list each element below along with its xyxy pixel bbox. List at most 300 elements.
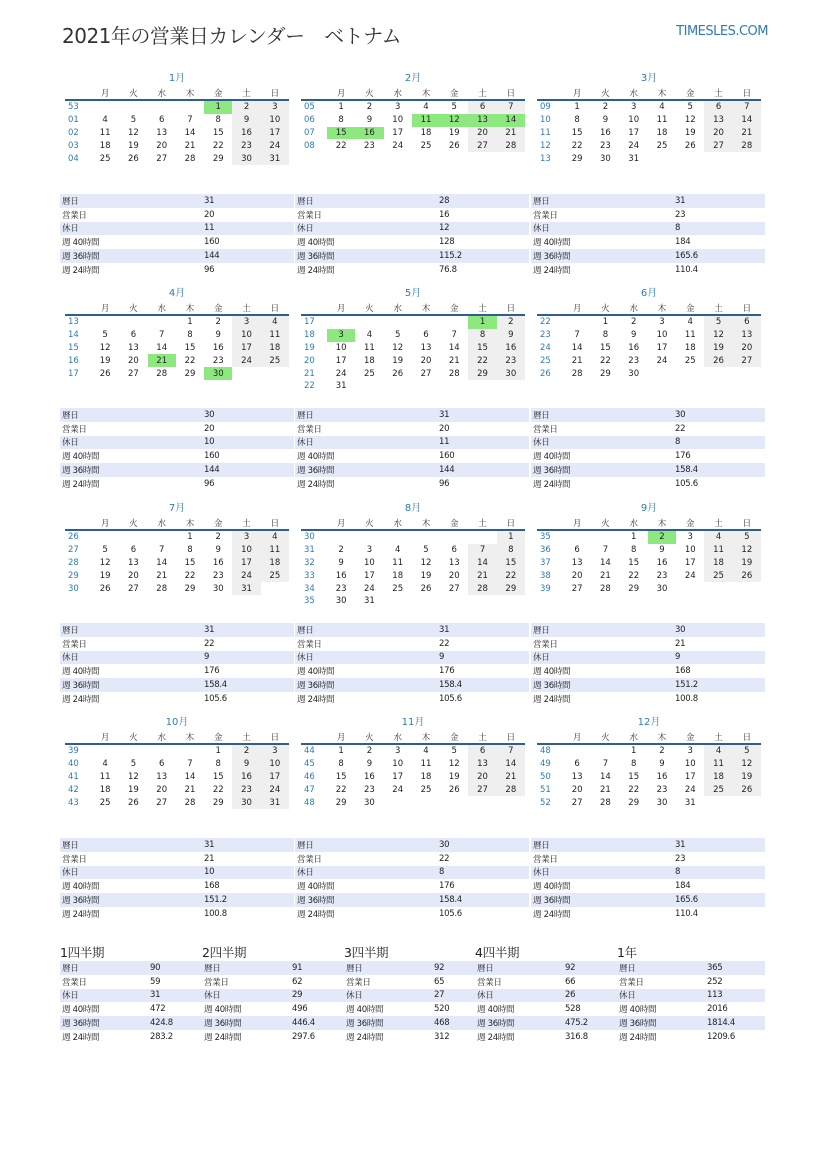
week-number-header xyxy=(301,86,327,100)
stat-value: 160 xyxy=(439,451,455,462)
stat-value: 1209.6 xyxy=(707,1031,735,1042)
day-cell: 10 xyxy=(684,759,696,770)
month-stats xyxy=(531,408,765,491)
weekday-header: 水 xyxy=(148,730,176,744)
stat-label: 暦日 xyxy=(475,961,563,975)
week-number: 53 xyxy=(68,102,79,113)
day-cell: 23 xyxy=(232,783,260,796)
empty-day-cell xyxy=(591,530,619,544)
day-cell: 28 xyxy=(733,139,761,152)
stat-row xyxy=(531,664,765,678)
stat-label: 暦日 xyxy=(531,408,673,422)
month-calendar xyxy=(537,72,761,165)
day-cell: 5 xyxy=(687,102,693,113)
weekday-header-row xyxy=(537,516,761,530)
day-cell: 22 xyxy=(497,569,525,582)
empty-day-cell xyxy=(384,595,412,608)
stat-row xyxy=(295,907,529,921)
day-cell: 1 xyxy=(630,746,637,757)
weekday-header: 木 xyxy=(412,730,440,744)
day-cell: 13 xyxy=(468,114,496,127)
month-calendar xyxy=(301,502,525,608)
day-cell: 15 xyxy=(571,127,583,138)
week-number: 11 xyxy=(540,127,551,138)
stat-label: 週 40時間 xyxy=(62,452,100,463)
week-number: 26 xyxy=(68,532,79,543)
week-number-header xyxy=(65,516,91,530)
day-cell: 20 xyxy=(468,771,496,784)
day-cell: 16 xyxy=(497,342,525,355)
day-cell: 2 xyxy=(338,545,344,556)
stat-row xyxy=(475,1030,623,1044)
day-cell: 8 xyxy=(497,544,525,557)
day-cell: 8 xyxy=(574,115,580,126)
weekday-header: 木 xyxy=(412,516,440,530)
day-cell: 2 xyxy=(232,744,260,758)
empty-day-cell xyxy=(648,367,676,380)
stat-value: 12 xyxy=(437,222,529,236)
empty-day-cell xyxy=(91,315,119,329)
empty-day-cell xyxy=(412,595,440,608)
week-number: 34 xyxy=(304,583,315,594)
week-number: 38 xyxy=(540,570,551,581)
day-cell: 29 xyxy=(571,153,583,164)
stat-row xyxy=(531,879,765,893)
empty-day-cell xyxy=(412,315,440,329)
weekday-header: 土 xyxy=(704,730,732,744)
month-stats xyxy=(60,194,294,277)
stat-value: 9 xyxy=(673,651,765,665)
stat-row xyxy=(60,222,294,236)
stat-row xyxy=(295,194,529,208)
stat-label: 休日 xyxy=(295,222,437,236)
week-number: 18 xyxy=(304,330,315,341)
month-stats xyxy=(60,623,294,706)
day-cell: 15 xyxy=(184,557,196,568)
day-cell: 19 xyxy=(128,784,139,795)
day-cell: 7 xyxy=(451,330,457,341)
stat-value: 110.4 xyxy=(675,264,698,275)
day-cell: 14 xyxy=(571,342,583,353)
day-cell: 28 xyxy=(497,783,525,796)
day-cell: 9 xyxy=(215,330,221,341)
day-cell: 17 xyxy=(392,127,404,138)
weekday-header: 火 xyxy=(119,301,147,315)
stat-label: 休日 xyxy=(295,866,437,880)
stat-label: 休日 xyxy=(617,989,705,1003)
stat-row xyxy=(60,449,294,463)
stat-label: 休日 xyxy=(475,989,563,1003)
day-cell: 29 xyxy=(628,797,640,808)
stat-row xyxy=(60,1002,208,1016)
stat-row xyxy=(475,961,623,975)
stat-row xyxy=(295,838,529,852)
day-cell: 15 xyxy=(184,342,196,353)
stat-value: 252 xyxy=(707,976,723,987)
stat-row xyxy=(60,838,294,852)
stat-value: 21 xyxy=(675,638,686,649)
page-title: 2021年の営業日カレンダー ベトナム xyxy=(62,24,402,48)
stat-label: 暦日 xyxy=(295,408,437,422)
stat-value: 20 xyxy=(439,423,450,434)
week-number: 17 xyxy=(304,317,315,328)
day-cell: 16 xyxy=(355,127,383,140)
day-cell: 21 xyxy=(468,569,496,582)
stat-label: 週 36時間 xyxy=(531,678,673,692)
weekday-header: 木 xyxy=(176,516,204,530)
week-row xyxy=(301,783,525,796)
month-calendar xyxy=(65,502,289,595)
day-cell: 6 xyxy=(574,545,580,556)
stat-label: 週 24時間 xyxy=(297,694,335,705)
week-row xyxy=(301,354,525,367)
day-cell: 13 xyxy=(156,771,168,782)
day-cell: 12 xyxy=(440,114,468,127)
day-cell: 16 xyxy=(232,771,260,784)
stat-label: 週 24時間 xyxy=(62,479,100,490)
stat-label: 週 24時間 xyxy=(297,479,335,490)
weekday-header: 土 xyxy=(468,516,496,530)
day-cell: 15 xyxy=(212,771,224,782)
day-cell: 10 xyxy=(232,544,260,557)
stat-label: 週 36時間 xyxy=(295,893,437,907)
stat-label: 週 40時間 xyxy=(62,1005,100,1016)
week-number: 06 xyxy=(304,115,315,126)
weekday-header: 土 xyxy=(232,86,260,100)
stat-row xyxy=(531,907,765,921)
day-cell: 24 xyxy=(684,570,696,581)
week-number: 27 xyxy=(68,545,79,556)
weekday-header: 木 xyxy=(412,301,440,315)
summary-block xyxy=(617,944,765,1044)
day-cell: 20 xyxy=(468,127,496,140)
empty-day-cell xyxy=(261,367,289,380)
day-cell: 14 xyxy=(156,557,168,568)
week-number: 48 xyxy=(304,797,315,808)
weekday-header: 木 xyxy=(648,730,676,744)
stat-row xyxy=(60,249,294,263)
stat-value: 176 xyxy=(675,451,691,462)
day-cell: 23 xyxy=(628,355,640,366)
stat-label: 週 24時間 xyxy=(533,265,571,276)
week-row xyxy=(537,544,761,557)
month-name: 6月 xyxy=(640,288,658,299)
stat-label: 暦日 xyxy=(531,838,673,852)
stat-label: 営業日 xyxy=(297,854,322,865)
empty-day-cell xyxy=(148,315,176,329)
day-cell: 21 xyxy=(497,127,525,140)
stat-value: 105.6 xyxy=(439,908,462,919)
stat-value: 31 xyxy=(202,194,294,208)
empty-day-cell xyxy=(119,530,147,544)
weekday-header: 日 xyxy=(261,301,289,315)
day-cell: 22 xyxy=(212,140,224,151)
stat-row xyxy=(295,879,529,893)
stat-value: 472 xyxy=(150,1004,166,1015)
day-cell: 9 xyxy=(366,115,373,126)
day-cell: 27 xyxy=(420,368,432,379)
day-cell: 31 xyxy=(335,381,347,392)
day-cell: 20 xyxy=(128,570,139,581)
day-cell: 16 xyxy=(335,570,347,581)
empty-day-cell xyxy=(497,595,525,608)
weekday-header: 金 xyxy=(440,516,468,530)
empty-day-cell xyxy=(384,530,412,544)
month-grid xyxy=(537,301,761,380)
day-cell: 6 xyxy=(451,545,457,556)
week-row xyxy=(65,783,289,796)
stat-label: 週 40時間 xyxy=(533,667,571,678)
day-cell: 19 xyxy=(392,355,404,366)
day-cell: 27 xyxy=(571,583,583,594)
week-number: 35 xyxy=(540,532,551,543)
day-cell: 25 xyxy=(392,583,404,594)
weekday-header: 月 xyxy=(327,730,355,744)
week-number: 44 xyxy=(304,746,315,757)
empty-day-cell xyxy=(91,530,119,544)
weekday-header: 日 xyxy=(497,86,525,100)
summary-title: 3四半期 xyxy=(344,945,389,960)
stat-value: 20 xyxy=(204,423,215,434)
stat-value: 26 xyxy=(563,989,623,1003)
day-cell: 22 xyxy=(600,355,611,366)
stat-label: 週 24時間 xyxy=(533,909,571,920)
day-cell: 29 xyxy=(497,582,525,595)
brand-link[interactable]: TIMESLES.COM xyxy=(676,24,768,39)
empty-day-cell xyxy=(232,367,260,380)
empty-day-cell xyxy=(440,595,468,608)
stat-label: 週 36時間 xyxy=(60,463,202,477)
week-number-header xyxy=(537,516,563,530)
summary-block xyxy=(475,944,623,1044)
weekday-header: 金 xyxy=(440,730,468,744)
stat-label: 休日 xyxy=(295,651,437,665)
day-cell: 13 xyxy=(571,557,583,568)
day-cell: 6 xyxy=(704,100,732,114)
week-row xyxy=(537,530,761,544)
day-cell: 29 xyxy=(184,583,196,594)
week-row xyxy=(537,354,761,367)
day-cell: 1 xyxy=(468,315,496,329)
day-cell: 17 xyxy=(684,557,696,568)
stat-value: 31 xyxy=(202,623,294,637)
day-cell: 24 xyxy=(261,139,289,152)
day-cell: 21 xyxy=(156,570,168,581)
stat-label: 営業日 xyxy=(533,424,558,435)
stat-value: 59 xyxy=(150,976,161,987)
week-row xyxy=(537,796,761,809)
stat-value: 165.6 xyxy=(673,249,765,263)
stat-row xyxy=(60,678,294,692)
stat-row xyxy=(60,235,294,249)
day-cell: 7 xyxy=(468,544,496,557)
stat-row xyxy=(295,263,529,277)
week-row xyxy=(65,544,289,557)
stat-value: 10 xyxy=(202,866,294,880)
stat-label: 暦日 xyxy=(295,623,437,637)
weekday-header: 日 xyxy=(261,730,289,744)
stat-value: 96 xyxy=(204,264,215,275)
week-number: 09 xyxy=(540,102,551,113)
stat-value: 96 xyxy=(204,478,215,489)
stat-value: 20 xyxy=(204,209,215,220)
stat-value: 158.4 xyxy=(437,678,529,692)
week-row xyxy=(65,530,289,544)
day-cell: 9 xyxy=(659,545,665,556)
day-cell: 30 xyxy=(232,152,260,165)
stat-label: 休日 xyxy=(531,866,673,880)
day-cell: 21 xyxy=(600,570,611,581)
day-cell: 15 xyxy=(468,342,496,355)
day-cell: 21 xyxy=(571,355,583,366)
day-cell: 1 xyxy=(338,746,344,757)
day-cell: 13 xyxy=(571,771,583,782)
stat-value: 496 xyxy=(292,1004,308,1015)
weekday-header: 月 xyxy=(563,516,591,530)
day-cell: 21 xyxy=(497,771,525,784)
day-cell: 22 xyxy=(468,354,496,367)
weekday-header: 火 xyxy=(591,86,619,100)
month-calendar xyxy=(537,287,761,380)
day-cell: 31 xyxy=(261,152,289,165)
empty-day-cell xyxy=(412,380,440,393)
empty-day-cell xyxy=(176,744,204,758)
week-number: 49 xyxy=(540,759,551,770)
day-cell: 2 xyxy=(366,102,373,113)
stat-row xyxy=(202,961,350,975)
stat-label: 営業日 xyxy=(619,977,644,988)
day-cell: 15 xyxy=(212,127,224,138)
stat-label: 休日 xyxy=(60,436,202,450)
week-number: 46 xyxy=(304,771,315,782)
day-cell: 1 xyxy=(215,746,221,757)
day-cell: 22 xyxy=(628,784,640,795)
stat-row xyxy=(295,436,529,450)
stat-label: 週 24時間 xyxy=(533,694,571,705)
weekday-header: 火 xyxy=(355,301,383,315)
day-cell: 7 xyxy=(602,545,609,556)
day-cell: 4 xyxy=(704,744,732,758)
summary-block xyxy=(344,944,492,1044)
day-cell: 12 xyxy=(420,557,432,568)
stat-value: 316.8 xyxy=(565,1031,588,1042)
stat-label: 営業日 xyxy=(62,639,87,650)
stat-label: 週 36時間 xyxy=(295,678,437,692)
day-cell: 26 xyxy=(733,569,761,582)
week-row xyxy=(537,315,761,329)
weekday-header: 月 xyxy=(327,301,355,315)
day-cell: 25 xyxy=(261,569,289,582)
stat-value: 23 xyxy=(675,209,686,220)
week-row xyxy=(301,139,525,152)
stat-value: 168 xyxy=(204,881,220,892)
stat-label: 週 36時間 xyxy=(60,1016,148,1030)
day-cell: 4 xyxy=(423,102,429,113)
day-cell: 9 xyxy=(338,557,344,568)
day-cell: 18 xyxy=(704,771,732,784)
day-cell: 23 xyxy=(497,354,525,367)
day-cell: 26 xyxy=(99,368,111,379)
stat-row xyxy=(344,989,492,1003)
day-cell: 3 xyxy=(659,317,665,328)
stat-value: 113 xyxy=(705,989,765,1003)
stat-label: 営業日 xyxy=(204,977,229,988)
summary-title: 2四半期 xyxy=(202,945,247,960)
month-calendar xyxy=(537,716,761,809)
week-number: 22 xyxy=(540,317,551,328)
week-number: 35 xyxy=(304,596,315,607)
day-cell: 16 xyxy=(656,771,668,782)
month-stats xyxy=(295,623,529,706)
week-number: 03 xyxy=(68,140,79,151)
stat-label: 週 24時間 xyxy=(62,694,100,705)
day-cell: 11 xyxy=(704,544,732,557)
day-cell: 17 xyxy=(628,127,640,138)
stat-row xyxy=(60,651,294,665)
stat-label: 週 40時間 xyxy=(297,238,335,249)
weekday-header: 土 xyxy=(468,730,496,744)
day-cell: 19 xyxy=(448,127,460,138)
day-cell: 17 xyxy=(261,127,289,140)
weekday-header: 水 xyxy=(148,86,176,100)
week-row xyxy=(537,744,761,758)
day-cell: 24 xyxy=(335,368,347,379)
day-cell: 23 xyxy=(656,784,668,795)
stat-label: 週 36時間 xyxy=(295,463,437,477)
weekday-header: 水 xyxy=(384,730,412,744)
month-name: 8月 xyxy=(404,503,422,514)
week-number: 01 xyxy=(68,115,79,126)
stat-row xyxy=(344,1002,492,1016)
day-cell: 27 xyxy=(468,139,496,152)
day-cell: 30 xyxy=(628,368,640,379)
stat-row xyxy=(531,194,765,208)
empty-day-cell xyxy=(412,530,440,544)
week-row xyxy=(537,557,761,570)
empty-day-cell xyxy=(563,530,591,544)
day-cell: 10 xyxy=(232,329,260,342)
summary-table xyxy=(475,961,623,1044)
stat-value: 158.4 xyxy=(673,463,765,477)
stat-label: 週 24時間 xyxy=(619,1032,657,1043)
week-number: 32 xyxy=(304,557,315,568)
day-cell: 2 xyxy=(648,530,676,544)
stat-value: 91 xyxy=(290,961,350,975)
stat-value: 31 xyxy=(673,194,765,208)
weekday-header: 木 xyxy=(176,730,204,744)
day-cell: 3 xyxy=(687,746,693,757)
day-cell: 4 xyxy=(704,530,732,544)
day-cell: 30 xyxy=(364,797,375,808)
week-number: 26 xyxy=(540,368,551,379)
weekday-header-row xyxy=(65,730,289,744)
stat-row xyxy=(202,975,350,989)
stat-label: 休日 xyxy=(295,436,437,450)
day-cell: 11 xyxy=(420,759,432,770)
week-number: 30 xyxy=(304,532,315,543)
day-cell: 26 xyxy=(420,583,432,594)
stat-value: 96 xyxy=(439,478,450,489)
stat-row xyxy=(531,463,765,477)
day-cell: 14 xyxy=(600,557,611,568)
stat-label: 週 40時間 xyxy=(533,882,571,893)
day-cell: 22 xyxy=(184,570,196,581)
stat-row xyxy=(617,1030,765,1044)
day-cell: 12 xyxy=(128,771,139,782)
weekday-header: 水 xyxy=(384,301,412,315)
week-number-header xyxy=(537,86,563,100)
stat-value: 65 xyxy=(434,976,445,987)
